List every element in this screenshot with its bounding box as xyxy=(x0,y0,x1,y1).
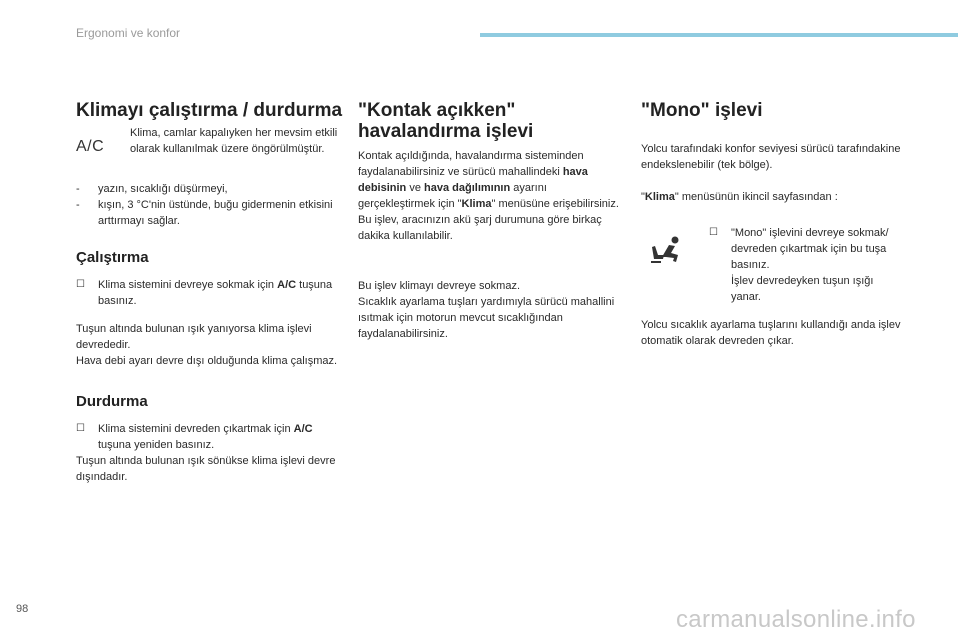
stop-bullet xyxy=(76,421,348,453)
mono-seat-icon-svg xyxy=(649,235,683,265)
list-item-text: yazın, sıcaklığı düşürmeyi, xyxy=(98,183,228,195)
start-bullet-text-end: tuşuna basınız. xyxy=(98,279,333,307)
start-para-1: Tuşun altında bulunan ışık yanıyorsa klima işlevi devrededir. xyxy=(76,323,312,351)
list-item-text: kışın, 3 °C'nin üstünde, buğu gidermenin etkisini arttırmayı sağlar. xyxy=(98,199,333,227)
checkbox-marker-icon: ☐ xyxy=(709,227,718,238)
mono-seat-icon xyxy=(649,225,709,305)
ignition-para-3: Bu işlev klimayı devreye sokmaz. xyxy=(358,280,520,292)
mono-para-1: Yolcu tarafındaki konfor seviyesi sürücü tarafındakine endekslenebilir (tek bölge). xyxy=(641,143,901,171)
start-heading: Çalıştırma xyxy=(76,249,149,266)
ac-title: Klimayı çalıştırma / durdurma xyxy=(76,100,343,121)
mono-instruction xyxy=(649,225,903,305)
watermark: carmanualsonline.info xyxy=(676,606,916,633)
ac-intro-row xyxy=(76,125,348,157)
mono-bullet-text-1: "Mono" işlevini devreye sokmak/ devreden çıkartmak için bu tuşa basınız. xyxy=(731,227,889,271)
stop-bullet-text-end: tuşuna yeniden basınız. xyxy=(98,439,215,451)
mono-title: "Mono" işlevi xyxy=(641,100,763,121)
ignition-para-2: Bu işlev, aracınızın akü şarj durumuna göre birkaç dakika kullanılabilir. xyxy=(358,214,602,242)
ignition-title: "Kontak açıkken" havalandırma işlevi xyxy=(358,100,534,142)
section-title: Ergonomi ve konfor xyxy=(76,26,181,40)
stop-heading: Durdurma xyxy=(76,393,148,410)
checkbox-marker-icon: ☐ xyxy=(76,279,85,290)
header-accent-bar xyxy=(480,33,958,37)
stop-para: Tuşun altında bulunan ışık sönükse klima işlevi devre dışındadır. xyxy=(76,455,336,483)
list-item xyxy=(76,197,348,229)
dash-marker: - xyxy=(76,183,80,195)
column-ignition-ventilation xyxy=(358,100,622,342)
column-mono xyxy=(641,100,903,349)
stop-bullet-text: Klima sistemini devreden çıkartmak için xyxy=(98,423,294,435)
dash-marker: - xyxy=(76,199,80,211)
start-bullet-text: Klima sistemini devreye sokmak için xyxy=(98,279,278,291)
column-ac xyxy=(76,100,348,485)
mono-para-2: "Klima" menüsünün ikincil sayfasından : xyxy=(641,191,838,203)
ignition-para-4: Sıcaklık ayarlama tuşları yardımıyla sürücü mahallini ısıtmak için motorun mevcut sıcaklığından faydalanabilirsiniz. xyxy=(358,296,615,340)
start-para-2: Hava debi ayarı devre dışı olduğunda klima çalışmaz. xyxy=(76,355,338,367)
list-item xyxy=(76,181,348,197)
mono-bullet-text-2: İşlev devredeyken tuşun ışığı yanar. xyxy=(731,275,874,303)
page-number: 98 xyxy=(16,603,29,615)
ac-key-label: A/C xyxy=(277,279,297,291)
ignition-para-1: Kontak açıldığında, havalandırma sisteminden faydalanabilirsiniz ve sürücü mahallindeki hava debisinin ve hava dağılımının ayarını gerçekleştirmek için "Klima" menüsüne erişebilirsiniz. xyxy=(358,150,619,210)
ac-key-label: A/C xyxy=(293,423,313,435)
start-bullet xyxy=(76,277,348,309)
checkbox-marker-icon: ☐ xyxy=(76,423,85,434)
ac-intro-text: Klima, camlar kapalıyken her mevsim etkili olarak kullanılmak üzere öngörülmüştür. xyxy=(130,127,338,155)
ac-button-icon: A/C xyxy=(76,138,105,155)
mono-para-3: Yolcu sıcaklık ayarlama tuşlarını kullandığı anda işlev otomatik olarak devreden çıkar. xyxy=(641,319,901,347)
